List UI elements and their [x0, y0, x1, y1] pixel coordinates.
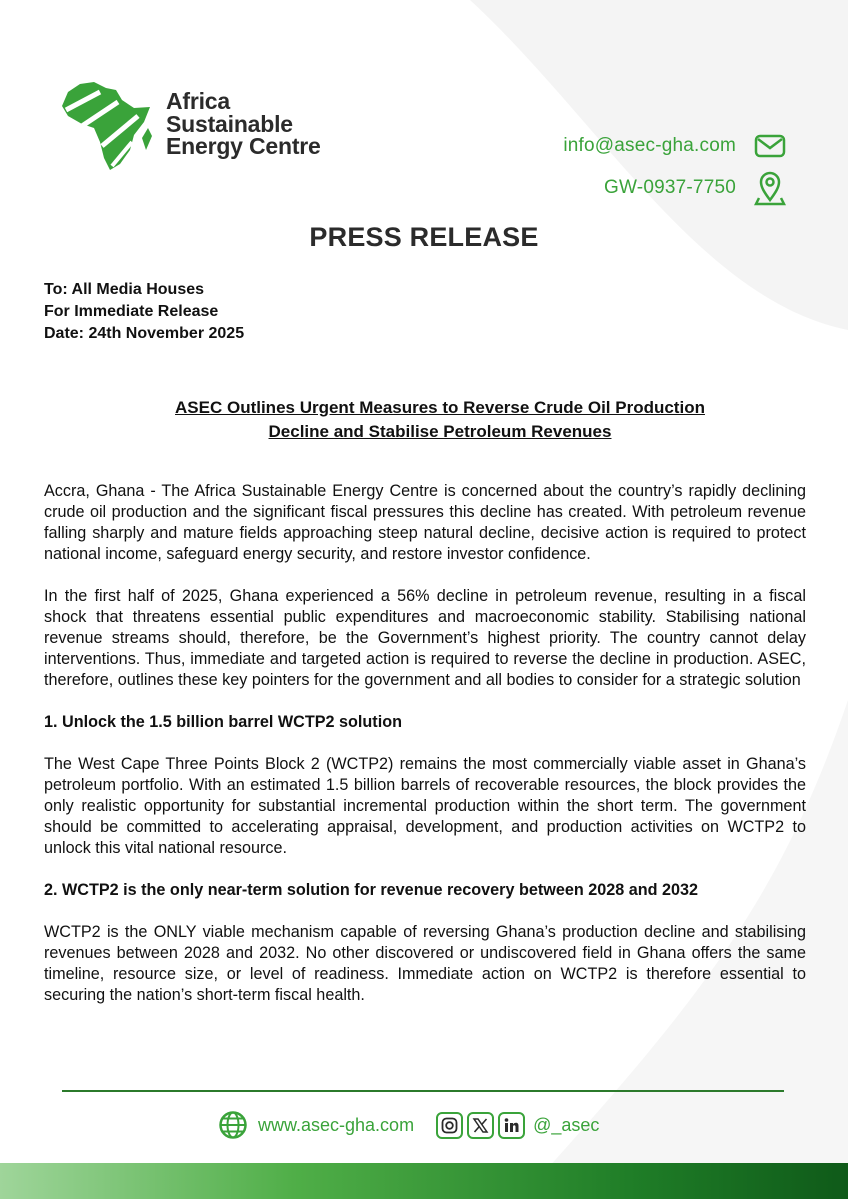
- headline-line-2: Decline and Stabilise Petroleum Revenues: [268, 422, 612, 441]
- body-text: [44, 481, 806, 1027]
- release-line: For Immediate Release: [44, 303, 219, 320]
- paragraph-wctp2-recovery: WCTP2 is the ONLY viable mechanism capable of reversing Ghana’s production decline and stabilising revenues between 2028 and 2032. No other discovered or undiscovered field in Ghana offers the same timeline, resource size, or level of readiness. Immediate action on WCTP2 is therefore essential to securing the nation’s short-term fiscal health.: [44, 923, 806, 1004]
- paragraph-wctp2-asset: The West Cape Three Points Block 2 (WCTP2) remains the most commercially viable asset in Ghana’s petroleum portfolio. With an estimated 1.5 billion barrels of recoverable resources, the block provides the only realistic opportunity for substantial incremental production within the short term. The government should be committed to accelerating appraisal, development, and production activities on WCTP2 to unlock this vital national resource.: [44, 755, 806, 857]
- email-text[interactable]: info@asec-gha.com: [563, 135, 736, 156]
- social-icons: [436, 1112, 525, 1139]
- section-heading-2: 2. WCTP2 is the only near-term solution for revenue recovery between 2028 and 2032: [44, 881, 699, 899]
- social-handle[interactable]: @_asec: [533, 1114, 600, 1135]
- date-line: Date: 24th November 2025: [44, 325, 245, 342]
- contact-email[interactable]: [563, 134, 786, 158]
- page-title: PRESS RELEASE: [309, 222, 539, 252]
- africa-map-icon: [60, 80, 160, 172]
- section-heading-1: 1. Unlock the 1.5 billion barrel WCTP2 solution: [44, 713, 402, 731]
- paragraph-revenue-decline: In the first half of 2025, Ghana experienced a 56% decline in petroleum revenue, resulting in a fiscal shock that threatens essential public expenditures and macroeconomic stability. Stabilising national revenue streams should, therefore, be the Government’s highest priority. The country cannot delay interventions. Thus, immediate and targeted action is required to reverse the decline in production. ASEC, therefore, outlines these key pointers for the government and all bodies to consider for a strategic solution: [44, 587, 806, 689]
- contact-phone[interactable]: [604, 170, 786, 206]
- x-icon[interactable]: [467, 1112, 494, 1139]
- logo-line-sustainable: Sustainable: [166, 110, 293, 137]
- mail-icon: [754, 134, 786, 158]
- logo-line-energy-centre: Energy Centre: [166, 133, 321, 159]
- linkedin-icon[interactable]: [498, 1112, 525, 1139]
- phone-text[interactable]: GW-0937-7750: [604, 177, 736, 198]
- logo-wordmark: [166, 90, 321, 158]
- logo-line-africa: Africa: [166, 88, 230, 114]
- headline: [60, 396, 820, 444]
- headline-line-1: ASEC Outlines Urgent Measures to Reverse Crude Oil Production: [175, 398, 705, 417]
- footer-divider: [62, 1090, 784, 1092]
- location-pin-icon: [754, 170, 786, 206]
- website-link[interactable]: www.asec-gha.com: [258, 1114, 415, 1135]
- globe-icon: [218, 1110, 248, 1140]
- to-line: To: All Media Houses: [44, 281, 205, 298]
- bottom-bar: [0, 1163, 848, 1199]
- instagram-icon[interactable]: [436, 1112, 463, 1139]
- footer: [218, 1108, 599, 1142]
- release-meta: [44, 279, 244, 345]
- paragraph-intro: Accra, Ghana - The Africa Sustainable Energy Centre is concerned about the country’s rapidly declining crude oil production and the significant fiscal pressures this decline has created. With petroleum revenue falling sharply and mature fields approaching steep natural decline, decisive action is required to protect national income, safeguard energy security, and restore investor confidence.: [44, 482, 806, 563]
- asec-logo: [60, 80, 350, 170]
